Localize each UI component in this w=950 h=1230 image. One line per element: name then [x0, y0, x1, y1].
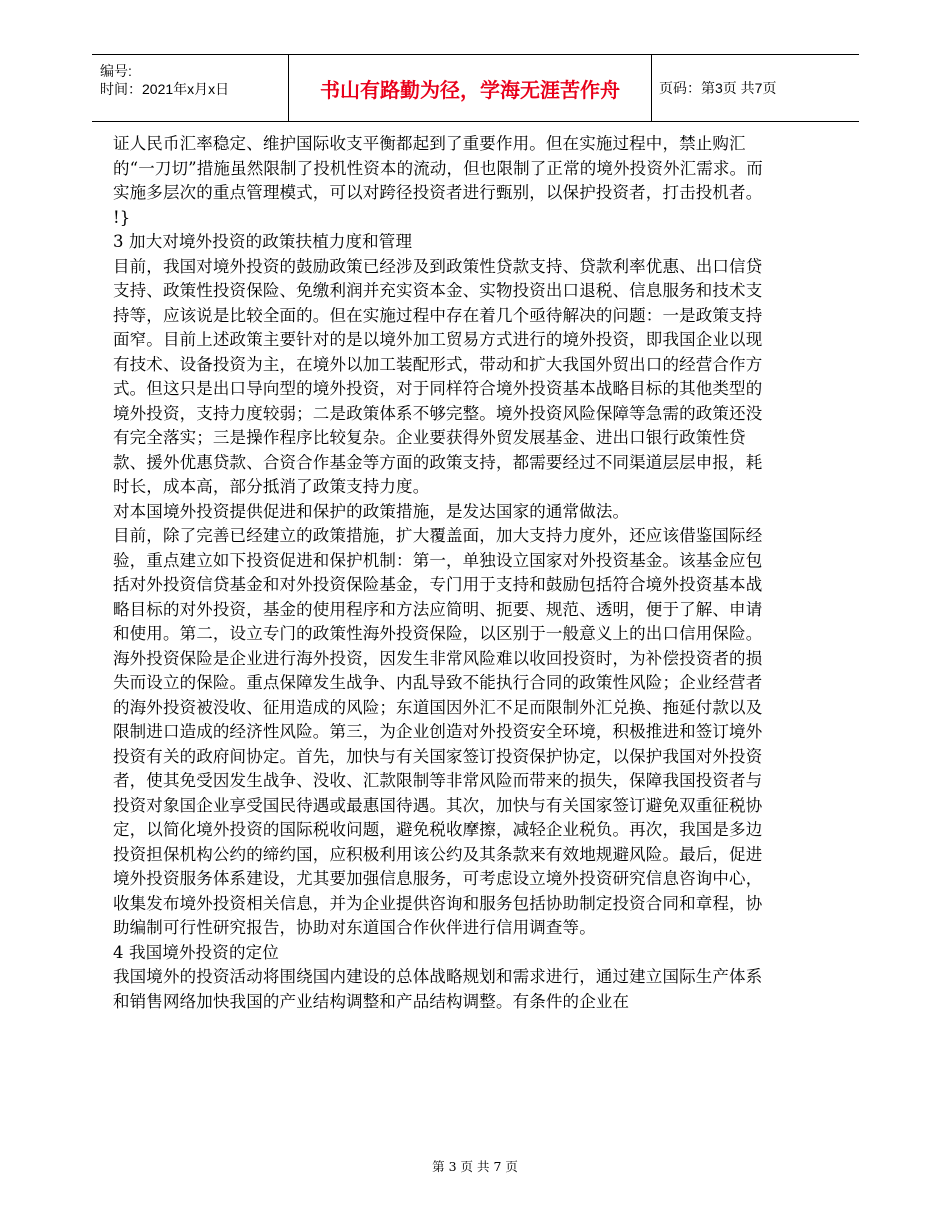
paragraph: 我国境外的投资活动将围绕国内建设的总体战略规划和需求进行，通过建立国际生产体系和销售网络加快我国的产业结构调整和产品结构调整。有条件的企业在 — [113, 967, 763, 1011]
section-heading: 3 加大对境外投资的政策扶植力度和管理 — [113, 232, 413, 251]
page-label: 页码：第3页 共7页 — [659, 80, 777, 96]
time-label: 时间：2021年x月x日 — [100, 81, 230, 97]
paragraph: 目前，我国对境外投资的鼓励政策已经涉及到政策性贷款支持、贷款利率优惠、出口信贷支持、政策性投资保险、免缴利润并充实资本金、实物投资出口退税、信息服务和技术支持等，应该说是比较全面的。但在实施过程中存在着几个亟待解决的问题：一是政策支持面窄。目前上述政策主要针对的是以境外加工贸易方式进行的境外投资，即我国企业以现有技术、设备投资为主，在境外以加工装配形式，带动和扩大我国外贸出口的经营合作方式。但这只是出口导向型的境外投资，对于同样符合境外投资基本战略目标的其他类型的境外投资，支持力度较弱；二是政策体系不够完整。境外投资风险保障等急需的政策还没有完全落实；三是操作程序比较复杂。企业要获得外贸发展基金、进出口银行政策性贷款、援外优惠贷款、合资合作基金等方面的政策支持，都需要经过不同渠道层层申报，耗时长，成本高，部分抵消了政策支持力度。 — [113, 256, 763, 496]
page-header — [92, 54, 859, 122]
motto: 书山有路勤为径，学海无涯苦作舟 — [288, 55, 652, 121]
paragraph: 目前，除了完善已经建立的政策措施，扩大覆盖面，加大支持力度外，还应该借鉴国际经验，重点建立如下投资促进和保护机制：第一，单独设立国家对外投资基金。该基金应包括对外投资信贷基金和对外投资保险基金，专门用于支持和鼓励包括符合境外投资基本战略目标的对外投资，基金的使用程序和方法应简明、扼要、规范、透明，便于了解、申请和使用。第二，设立专门的政策性海外投资保险，以区别于一般意义上的出口信用保险。海外投资保险是企业进行海外投资，因发生非常风险难以收回投资时，为补偿投资者的损失而设立的保险。重点保障发生战争、内乱导致不能执行合同的政策性风险；企业经营者的海外投资被没收、征用造成的风险；东道国因外汇不足而限制外汇兑换、拖延付款以及限制进口造成的经济性风险。第三，为企业创造对外投资安全环境，积极推进和签订境外投资有关的政府间协定。首先，加快与有关国家签订投资保护协定，以保护我国对外投资者，使其免受因发生战争、没收、汇款限制等非常风险而带来的损失，保障我国投资者与投资对象国企业享受国民待遇或最惠国待遇。其次，加快与有关国家签订避免双重征税协定，以简化境外投资的国际税收问题，避免税收摩擦，减轻企业税负。再次，我国是多边投资担保机构公约的缔约国，应积极利用该公约及其条款来有效地规避风险。最后，促进境外投资服务体系建设，尤其要加强信息服务，可考虑设立境外投资研究信息咨询中心，收集发布境外投资相关信息，并为企业提供咨询和服务包括协助制定投资合同和章程，协助编制可行性研究报告，协助对东道国合作伙伴进行信用调查等。 — [113, 526, 763, 937]
serial-label: 编号: — [100, 63, 132, 79]
paragraph: 对本国境外投资提供促进和保护的政策措施，是发达国家的通常做法。 — [113, 501, 630, 521]
page-footer: 第 3 页 共 7 页 — [432, 1159, 518, 1174]
paragraph: 证人民币汇率稳定、维护国际收支平衡都起到了重要作用。但在实施过程中，禁止购汇的“一刀切”措施虽然限制了投机性资本的流动，但也限制了正常的境外投资外汇需求。而实施多层次的重点管理模式，可以对跨径投资者进行甄别，以保护投资者，打击投机者。 !} — [113, 134, 763, 227]
section-heading: 4 我国境外投资的定位 — [113, 942, 279, 962]
header-left-cell — [92, 55, 288, 121]
document-body — [113, 132, 773, 1014]
